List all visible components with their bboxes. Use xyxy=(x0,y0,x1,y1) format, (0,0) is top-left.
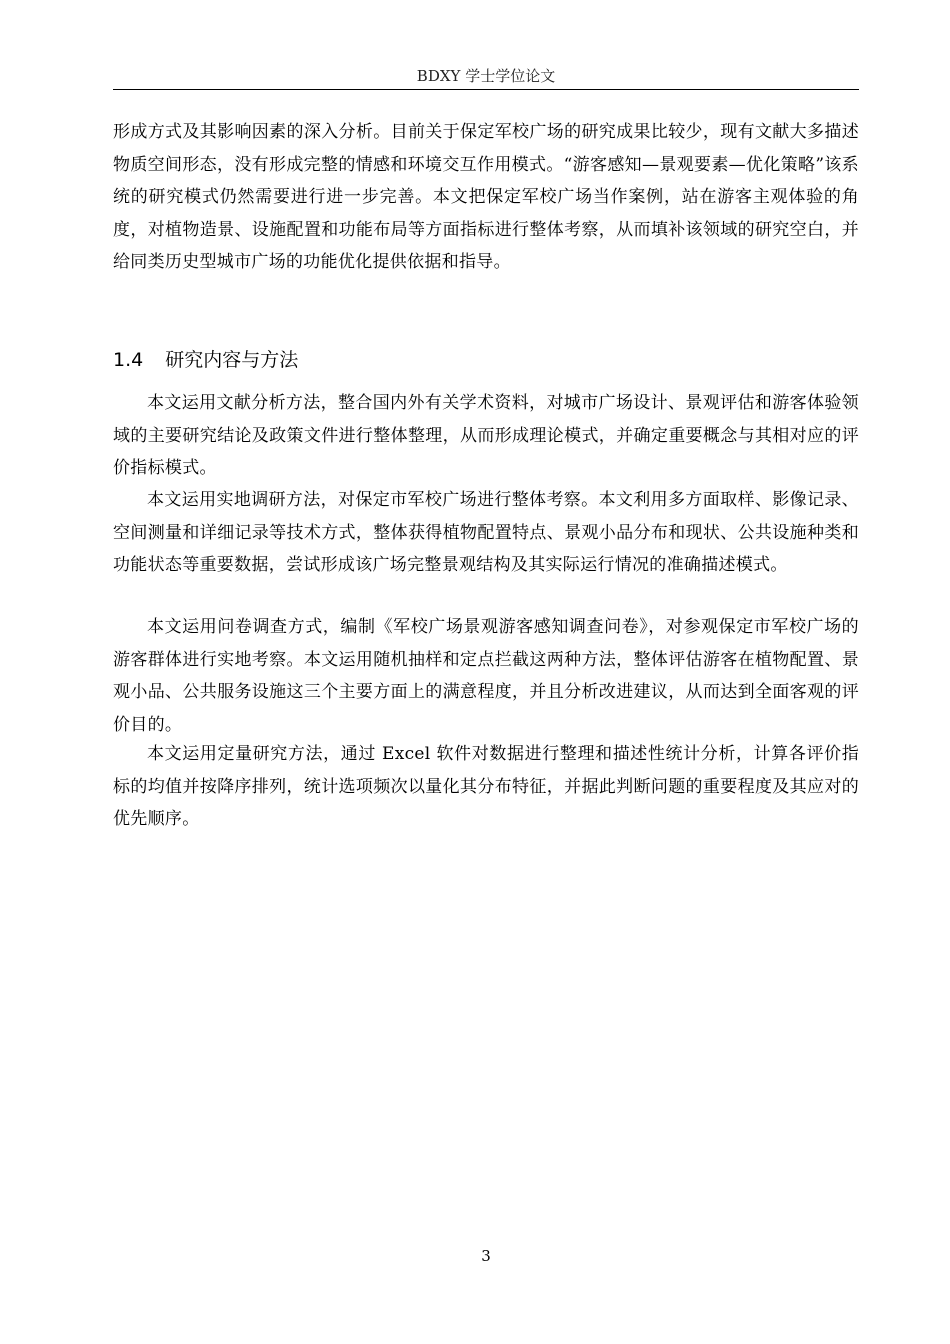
page-number: 3 xyxy=(481,1247,491,1265)
running-header: BDXY 学士学位论文 xyxy=(416,67,556,85)
section-number: 1.4 xyxy=(113,349,144,371)
paragraph-quantitative-research: 本文运用定量研究方法，通过 Excel 软件对数据进行整理和描述性统计分析，计算各评价指标的均值并按降序排列，统计选项频次以量化其分布特征，并据此判断问题的重要程度及其应对的优先顺序。 xyxy=(113,744,859,829)
paragraph-field-research: 本文运用实地调研方法，对保定市军校广场进行整体考察。本文利用多方面取样、影像记录、空间测量和详细记录等技术方式，整体获得植物配置特点、景观小品分布和现状、公共设施种类和功能状态等重要数据，尝试形成该广场完整景观结构及其实际运行情况的准确描述模式。 xyxy=(113,490,859,575)
header-rule xyxy=(113,89,859,90)
paragraph-literature-analysis: 本文运用文献分析方法，整合国内外有关学术资料，对城市广场设计、景观评估和游客体验领域的主要研究结论及政策文件进行整体整理，从而形成理论模式，并确定重要概念与其相对应的评价指标模式。 xyxy=(113,393,859,478)
continued-paragraph: 形成方式及其影响因素的深入分析。目前关于保定军校广场的研究成果比较少，现有文献大多描述物质空间形态，没有形成完整的情感和环境交互作用模式。“游客感知—景观要素—优化策略”该系统的研究模式仍然需要进行进一步完善。本文把保定军校广场当作案例，站在游客主观体验的角度，对植物造景、设施配置和功能布局等方面指标进行整体考察，从而填补该领域的研究空白，并给同类历史型城市广场的功能优化提供依据和指导。 xyxy=(113,122,859,272)
paragraph-questionnaire: 本文运用问卷调查方式，编制《军校广场景观游客感知调查问卷》，对参观保定市军校广场的游客群体进行实地考察。本文运用随机抽样和定点拦截这两种方法，整体评估游客在植物配置、景观小品、公共服务设施这三个主要方面上的满意程度，并且分析改进建议，从而达到全面客观的评价目的。 xyxy=(113,617,859,735)
section-heading xyxy=(113,345,298,375)
section-title: 研究内容与方法 xyxy=(165,349,299,371)
